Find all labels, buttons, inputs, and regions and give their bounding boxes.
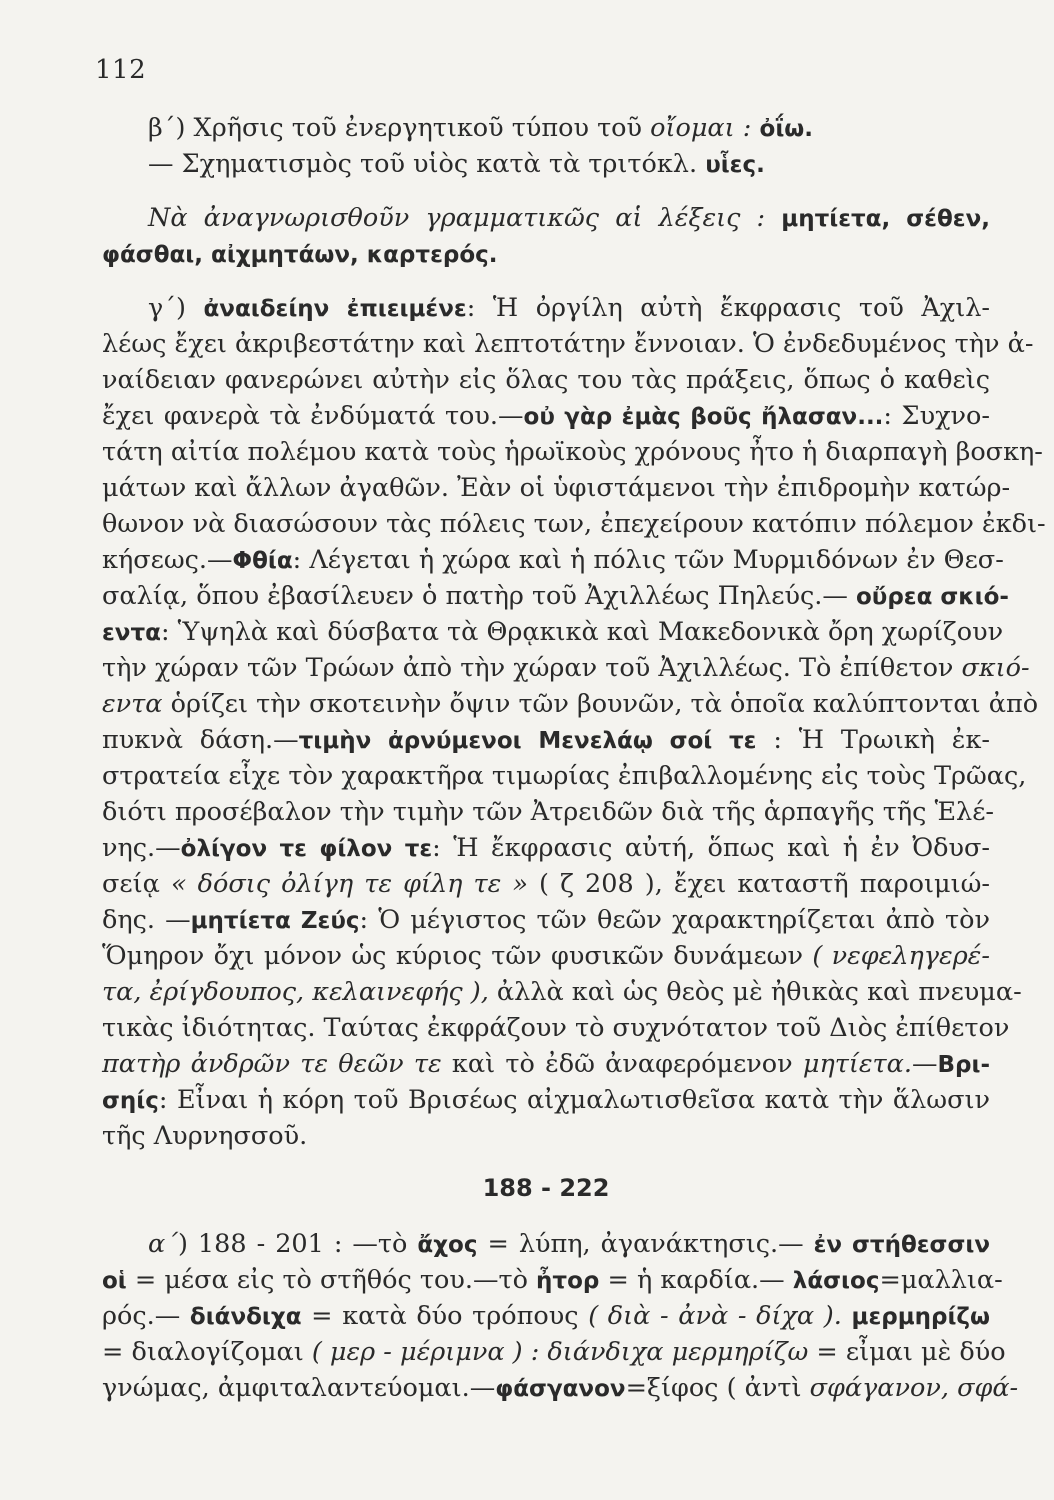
text-segment: = κατὰ δύο τρόπους	[301, 1301, 589, 1331]
lemma-term: εντα	[102, 620, 161, 646]
lemma-term: οἱ	[102, 1268, 127, 1294]
text-segment: ἀλλὰ καὶ ὡς θεὸς μὲ ἠθικὰς καὶ πνευμα-	[488, 977, 1022, 1007]
text-segment: λέως ἔχει ἀκριβεστάτην καὶ λεπτοτάτην ἔννοιαν. Ὁ ἐνδεδυμένος τὴν ἀ-	[102, 329, 1034, 359]
text-segment: κήσεως.—	[102, 545, 233, 575]
text-segment: : Ὁ μέγιστος τῶν θεῶν χαρακτηρίζεται ἀπὸ τὸν	[359, 905, 990, 935]
italic-phrase: Νὰ ἀναγνωρισθοῦν γραμματικῶς αἱ λέξεις :	[148, 203, 782, 233]
text-line	[102, 1118, 990, 1154]
lemma-term: Φθία	[232, 548, 293, 574]
text-line	[102, 578, 1009, 614]
italic-phrase: ( διὰ - ἀνὰ - δίχα ).	[588, 1301, 842, 1331]
lemma-term: Βρι-	[937, 1052, 990, 1078]
text-segment: — Σχηματισμὸς τοῦ υἱὸς κατὰ τὰ τριτόκλ.	[148, 149, 706, 179]
italic-phrase: τα, ἐρίγδουπος, κελαινεφής ),	[102, 977, 489, 1007]
lemma-term: λάσιος	[792, 1268, 880, 1294]
italic-phrase: μητίετα.	[802, 1049, 912, 1079]
text-line	[102, 866, 990, 902]
text-segment: σείᾳ	[102, 869, 171, 899]
italic-phrase: οἴομαι :	[650, 113, 760, 143]
text-line	[102, 434, 1043, 470]
lemma-term: σηίς	[102, 1088, 159, 1114]
text-line	[102, 1298, 990, 1334]
text-segment: = λύπη, ἀγανάκτησις.—	[477, 1229, 814, 1259]
text-segment: σαλίᾳ, ὅπου ἐβασίλευεν ὁ πατὴρ τοῦ Ἀχιλλέως Πηλεύς.—	[102, 581, 856, 611]
text-segment: τὴν χώραν τῶν Τρώων ἀπὸ τὴν χώραν τοῦ Ἀχιλλέως. Τὸ ἐπίθετον	[102, 653, 962, 683]
lemma-term: ὀΐω.	[759, 116, 813, 142]
text-segment: : Ἡ ἔκφρασις αὐτή, ὅπως καὶ ἡ ἐν Ὀδυσ-	[432, 833, 990, 863]
text-line	[102, 1226, 990, 1262]
text-line	[102, 236, 990, 272]
text-segment: = ἡ καρδία.—	[599, 1265, 793, 1295]
text-line	[102, 290, 990, 326]
text-segment: ρός.—	[102, 1301, 190, 1331]
text-segment: : Ἡ ὀργίλη αὐτὴ ἔκφρασις τοῦ Ἀχιλ-	[466, 293, 991, 323]
text-segment: θωνον νὰ διασώσουν τὰς πόλεις των, ἐπεχείρουν κατόπιν πόλεμον ἐκδι-	[102, 509, 1046, 539]
text-line	[102, 362, 990, 398]
text-segment: : Συχνο-	[883, 401, 990, 431]
text-line	[102, 758, 1027, 794]
text-line	[102, 146, 990, 182]
section-heading: 188 - 222	[482, 1174, 610, 1202]
text-line	[102, 938, 990, 974]
text-line	[102, 470, 1011, 506]
italic-phrase: σφάγανον, σφά-	[809, 1373, 1019, 1403]
lemma-term: οὔρεα σκιό-	[855, 584, 1009, 610]
text-segment: : Λέγεται ἡ χώρα καὶ ἡ πόλις τῶν Μυρμιδόνων ἐν Θεσ-	[292, 545, 1004, 575]
text-line	[102, 794, 995, 830]
text-segment: ( ζ 208 ), ἔχει καταστῆ παροιμιώ-	[527, 869, 990, 899]
lemma-term: διάνδιχα	[189, 1304, 302, 1330]
text-segment	[842, 1301, 852, 1331]
text-line	[102, 1334, 1006, 1370]
commentary-block-1	[102, 110, 1046, 1154]
text-segment: στρατεία εἶχε τὸν χαρακτῆρα τιμωρίας ἐπιβαλλομένης εἰς τοὺς Τρῶας,	[102, 761, 1027, 791]
text-segment: νης.—	[102, 833, 181, 863]
text-segment: = μέσα εἰς τὸ στῆθός του.—τὸ	[126, 1265, 537, 1295]
lemma-term: μητίετα, σέθεν,	[781, 206, 990, 232]
italic-phrase: εντα	[102, 689, 171, 719]
text-line	[102, 614, 1004, 650]
lemma-term: μερμηρίζω	[851, 1304, 991, 1330]
text-segment: μάτων καὶ ἄλλων ἀγαθῶν. Ἐὰν οἱ ὑφιστάμενοι τὴν ἐπιδρομὴν κατώρ-	[102, 473, 1011, 503]
text-line	[102, 902, 990, 938]
text-segment: : Ὑψηλὰ καὶ δύσβατα τὰ Θρᾳκικὰ καὶ Μακεδονικὰ ὄρη χωρίζουν	[160, 617, 1004, 647]
italic-phrase: ( νεφεληγερέ-	[812, 941, 990, 971]
text-segment: ναίδειαν φανερώνει αὐτὴν εἰς ὅλας του τὰς πράξεις, ὅπως ὁ καθεὶς	[102, 365, 990, 395]
text-segment: τάτη αἰτία πολέμου κατὰ τοὺς ἡρωϊκοὺς χρόνους ἦτο ἡ διαρπαγὴ βοσκη-	[102, 437, 1043, 467]
text-segment: = διαλογίζομαι	[102, 1337, 312, 1367]
text-line	[102, 686, 1039, 722]
text-line	[102, 1262, 1003, 1298]
text-segment: ) 188 - 201 : —τὸ	[177, 1229, 418, 1259]
text-line	[102, 1370, 1019, 1406]
text-segment: γνώμας, ἀμφιταλαντεύομαι.—	[102, 1373, 496, 1403]
text-segment: γ΄)	[148, 293, 204, 323]
lemma-term: φάσγανον	[495, 1376, 626, 1402]
text-line	[102, 722, 990, 758]
text-segment: : Εἶναι ἡ κόρη τοῦ Βρισέως αἰχμαλωτισθεῖσα κατὰ τὴν ἅλωσιν	[158, 1085, 990, 1115]
lemma-term: οὐ γὰρ ἐμὰς βοῦς ἤλασαν...	[523, 404, 884, 430]
lemma-term: φάσθαι, αἰχμητάων, καρτερός.	[102, 242, 498, 268]
text-segment: καὶ τὸ ἐδῶ ἀναφερόμενον	[441, 1049, 803, 1079]
text-segment: =μαλλια-	[879, 1265, 1003, 1295]
lemma-term: ἐν στήθεσσιν	[813, 1232, 991, 1258]
page-number: 112	[95, 55, 147, 85]
italic-phrase: « δόσις ὀλίγη τε φίλη τε »	[170, 869, 528, 899]
italic-phrase: σκιό-	[961, 653, 1030, 683]
text-segment: ἔχει φανερὰ τὰ ἐνδύματά του.—	[102, 401, 524, 431]
text-line	[102, 326, 1034, 362]
text-segment: β΄) Χρῆσις τοῦ ἐνεργητικοῦ τύπου τοῦ	[148, 113, 651, 143]
text-segment: = εἶμαι μὲ δύο	[808, 1337, 1006, 1367]
italic-phrase: ( μερ - μέριμνα ) : διάνδιχα μερμηρίζω	[311, 1337, 809, 1367]
text-segment: ὁρίζει τὴν σκοτεινὴν ὄψιν τῶν βουνῶν, τὰ ὁποῖα καλύπτονται ἀπὸ	[170, 689, 1039, 719]
text-segment: διότι προσέβαλον τὴν τιμὴν τῶν Ἀτρειδῶν διὰ τῆς ἁρπαγῆς τῆς Ἑλέ-	[102, 797, 995, 827]
text-segment: Ὅμηρον ὄχι μόνον ὡς κύριος τῶν φυσικῶν δυνάμεων	[102, 941, 813, 971]
commentary-block-2	[102, 1226, 1019, 1406]
text-line	[102, 1082, 990, 1118]
lemma-term: τιμὴν ἀρνύμενοι Μενελάῳ σοί τε	[298, 728, 757, 754]
lemma-term: ἀναιδείην ἐπιειμένε	[203, 296, 467, 322]
text-segment: =ξίφος ( ἀντὶ	[625, 1373, 810, 1403]
lemma-term: μητίετα Ζεύς	[190, 908, 360, 934]
text-line	[102, 650, 1030, 686]
text-line	[102, 830, 990, 866]
lemma-term: υἷες.	[705, 152, 765, 178]
text-line	[102, 974, 1022, 1010]
lemma-term: ἄχος	[417, 1232, 478, 1258]
text-line	[102, 110, 990, 146]
text-segment: δης. —	[102, 905, 191, 935]
text-segment: : Ἡ Τρωικὴ ἐκ-	[756, 725, 991, 755]
text-line	[102, 542, 1004, 578]
text-segment: τικὰς ἰδιότητας. Ταύτας ἐκφράζουν τὸ συχνότατον τοῦ Διὸς ἐπίθετον	[102, 1013, 1010, 1043]
text-segment: —	[911, 1049, 938, 1079]
text-line	[102, 506, 1046, 542]
text-line	[102, 398, 990, 434]
text-segment: πυκνὰ δάση.—	[102, 725, 299, 755]
text-line	[102, 1046, 990, 1082]
text-segment: τῆς Λυρνησσοῦ.	[102, 1121, 308, 1151]
text-line	[102, 1010, 1010, 1046]
italic-phrase: πατὴρ ἀνδρῶν τε θεῶν τε	[102, 1049, 442, 1079]
lemma-term: ἦτορ	[536, 1268, 600, 1294]
italic-phrase: α΄	[148, 1229, 178, 1259]
lemma-term: ὀλίγον τε φίλον τε	[180, 836, 433, 862]
text-line	[102, 200, 990, 236]
commentary-text	[102, 110, 1046, 1406]
